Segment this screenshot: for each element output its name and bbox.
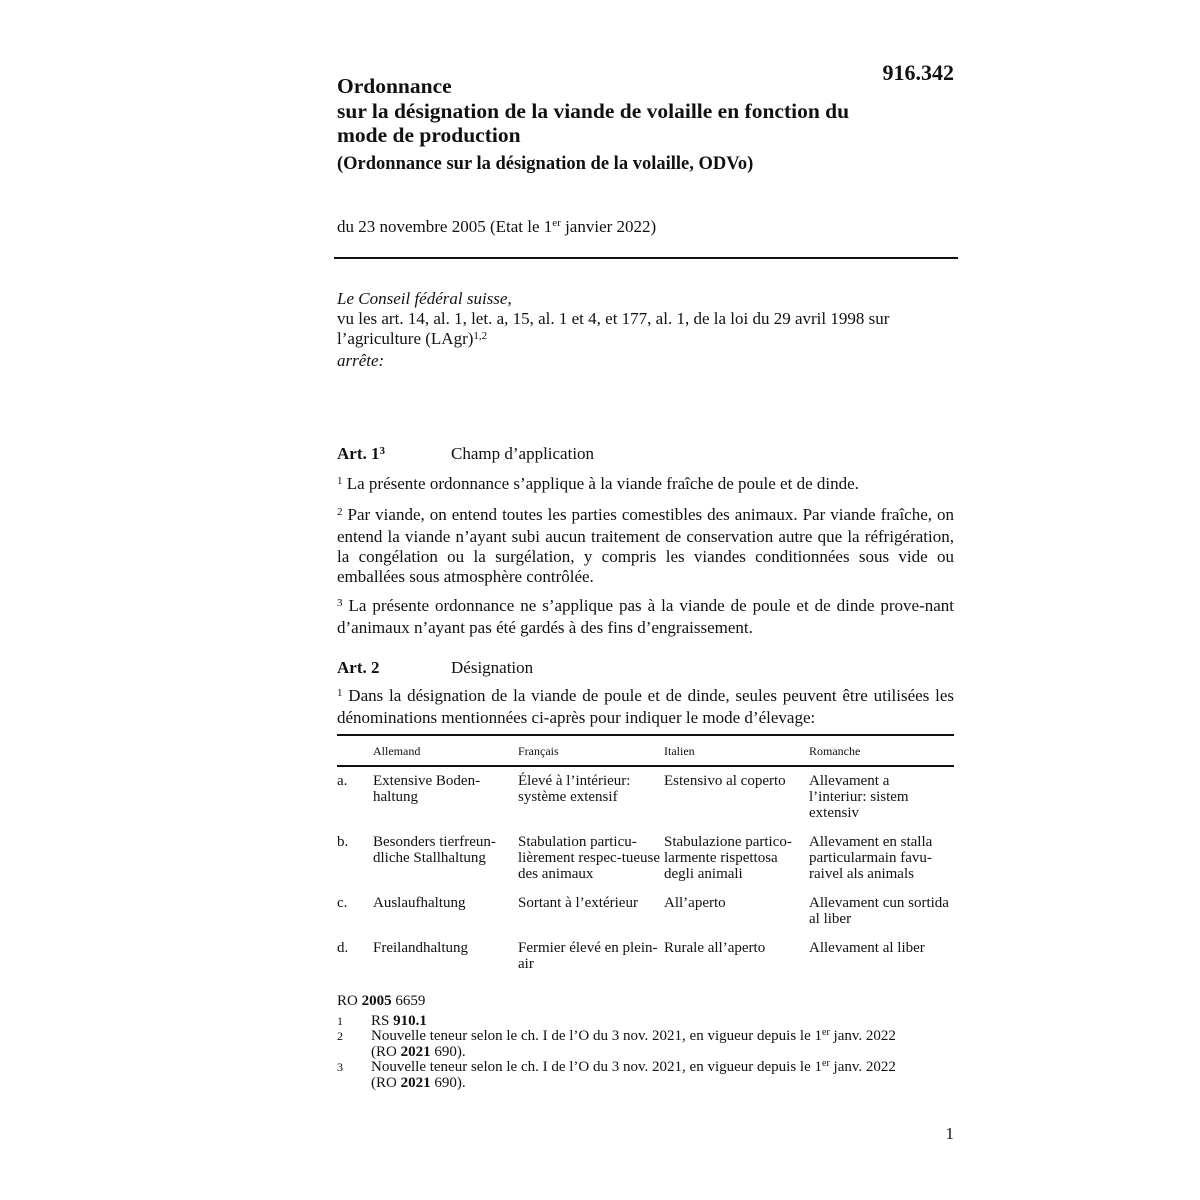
date-text-end: janvier 2022) bbox=[560, 217, 657, 236]
footnote-text bbox=[371, 1014, 954, 1029]
ro-prefix: RO bbox=[337, 993, 362, 1009]
cell-french: Sortant à l’extérieur bbox=[518, 895, 638, 911]
cell-german: Auslaufhaltung bbox=[373, 895, 466, 911]
footnote-text-part: 690). bbox=[430, 1044, 466, 1060]
sr-number: 916.342 bbox=[882, 60, 954, 85]
footnote-text-part: (RO bbox=[371, 1044, 401, 1060]
article-1-paragraph-1 bbox=[337, 474, 954, 496]
row-letter: a. bbox=[337, 773, 348, 789]
footnote-text bbox=[371, 1029, 954, 1060]
row-letter: b. bbox=[337, 834, 349, 850]
paragraph-text: Dans la désignation de la viande de poule et de dinde, seules peuvent être utilisées les dénominations mentionnées ci-après pour indiquer le mode d’élevage: bbox=[337, 686, 954, 727]
footnote-text-part: 690). bbox=[430, 1075, 466, 1091]
cell-romansh: Allevament a l’interiur: sistem extensiv bbox=[809, 773, 909, 821]
cell-french: Fermier élevé en plein-air bbox=[518, 940, 658, 972]
table-header: Français bbox=[518, 735, 664, 766]
footnote-ref-1-2[interactable]: 1,2 bbox=[473, 330, 488, 342]
cell-italian: All’aperto bbox=[664, 895, 726, 911]
footnote-ref-3[interactable]: 3 bbox=[379, 445, 385, 457]
preamble-decree: arrête: bbox=[337, 351, 385, 370]
footnote-text-part: Nouvelle teneur selon le ch. I de l’O du 3 nov. 2021, en vigueur depuis le 1 bbox=[371, 1059, 822, 1075]
paragraph-number: 1 bbox=[337, 687, 343, 699]
cell-italian: Estensivo al coperto bbox=[664, 773, 786, 789]
footnote-bold: 2021 bbox=[400, 1044, 431, 1060]
paragraph-text: Par viande, on entend toutes les parties comestibles des animaux. Par viande fraîche, on entend la viande n’ayant subi aucun traitement de conservation autre que la réfrigération, la congélation ou la surgélation, y compris les viandes conditionnées sous vide ou emballées sous atmosphère contrôlée. bbox=[337, 505, 955, 586]
preamble-line-1: vu les art. 14, al. 1, let. a, 15, al. 1 et 4, et 177, al. 1, de la loi du 29 avril 1998 sur bbox=[337, 309, 890, 328]
date-superscript: er bbox=[552, 217, 561, 229]
footnote-number: 2 bbox=[337, 1029, 343, 1043]
article-2-number: Art. 2 bbox=[337, 658, 380, 677]
preamble bbox=[337, 289, 954, 371]
article-2-paragraph-1 bbox=[337, 686, 954, 728]
footnote-number: 3 bbox=[337, 1060, 343, 1074]
footnote-3 bbox=[337, 1060, 954, 1091]
table-row bbox=[337, 888, 954, 933]
cell-german: Besonders tierfreun-dliche Stallhaltung bbox=[373, 834, 496, 866]
short-title: (Ordonnance sur la désignation de la volaille, ODVo) bbox=[337, 153, 754, 174]
paragraph-number: 2 bbox=[337, 506, 343, 518]
cell-romansh: Allevament cun sortida al liber bbox=[809, 895, 949, 927]
footnote-number: 1 bbox=[337, 1014, 343, 1028]
paragraph-text: La présente ordonnance s’applique à la viande fraîche de poule et de dinde. bbox=[346, 474, 859, 493]
article-2-title: Désignation bbox=[451, 658, 534, 677]
title-line-2: sur la désignation de la viande de volaille en fonction du bbox=[337, 98, 850, 123]
footnote-1 bbox=[337, 1014, 954, 1029]
title-line-3: mode de production bbox=[337, 123, 521, 147]
footnotes bbox=[337, 1014, 954, 1091]
cell-french: Élevé à l’intérieur: système extensif bbox=[518, 773, 631, 805]
table-header-row bbox=[337, 735, 954, 766]
footnote-text-part: RS bbox=[371, 1013, 394, 1029]
article-1-paragraph-2 bbox=[337, 505, 954, 587]
footnote-text-part: janv. 2022 bbox=[829, 1028, 896, 1044]
cell-romansh: Allevament al liber bbox=[809, 940, 925, 956]
article-1 bbox=[337, 444, 954, 638]
preamble-authority: Le Conseil fédéral suisse, bbox=[337, 289, 512, 308]
document-page bbox=[337, 0, 954, 1200]
cell-italian: Stabulazione partico-larmente rispettosa degli animali bbox=[664, 834, 792, 882]
title-line-1: Ordonnance bbox=[337, 74, 452, 98]
row-letter: d. bbox=[337, 940, 349, 956]
title-divider bbox=[334, 257, 958, 259]
date-text: du 23 novembre 2005 (Etat le 1 bbox=[337, 217, 553, 236]
ro-year: 2005 bbox=[361, 993, 392, 1009]
footnote-bold: 910.1 bbox=[393, 1013, 427, 1029]
designation-table bbox=[337, 734, 954, 978]
cell-french: Stabulation particu-lièrement respec-tueuse des animaux bbox=[518, 834, 661, 882]
footnote-bold: 2021 bbox=[400, 1075, 431, 1091]
footnote-text-part: (RO bbox=[371, 1075, 401, 1091]
table-row bbox=[337, 766, 954, 827]
row-letter: c. bbox=[337, 895, 348, 911]
article-2-heading bbox=[337, 658, 954, 678]
paragraph-number: 3 bbox=[337, 597, 343, 609]
article-1-paragraph-3 bbox=[337, 596, 954, 638]
article-2 bbox=[337, 658, 954, 728]
paragraph-text: La présente ordonnance ne s’applique pas à la viande de poule et de dinde prove-nant d’animaux n’ayant pas été gardés à des fins d’engraissement. bbox=[337, 596, 955, 637]
cell-german: Freilandhaltung bbox=[373, 940, 468, 956]
cell-italian: Rurale all’aperto bbox=[664, 940, 766, 956]
footnote-superscript: er bbox=[822, 1027, 830, 1038]
table-header: Allemand bbox=[373, 735, 518, 766]
cell-german: Extensive Boden-haltung bbox=[373, 773, 481, 805]
footnote-text-part: janv. 2022 bbox=[829, 1059, 896, 1075]
footnote-text-part: Nouvelle teneur selon le ch. I de l’O du 3 nov. 2021, en vigueur depuis le 1 bbox=[371, 1028, 822, 1044]
preamble-law: l’agriculture (LAgr) bbox=[337, 329, 474, 348]
article-1-heading bbox=[337, 444, 954, 466]
table-header-spacer bbox=[337, 735, 373, 766]
table-header: Romanche bbox=[809, 735, 954, 766]
paragraph-number: 1 bbox=[337, 475, 343, 487]
table-row bbox=[337, 933, 954, 978]
ordinance-date bbox=[337, 217, 656, 237]
cell-romansh: Allevament en stalla particularmain favu-raivel als animals bbox=[809, 834, 933, 882]
article-1-number bbox=[337, 444, 451, 466]
article-1-title: Champ d’application bbox=[451, 444, 595, 463]
table-header: Italien bbox=[664, 735, 809, 766]
ro-page: 6659 bbox=[391, 993, 426, 1009]
article-1-number-text: Art. 1 bbox=[337, 444, 380, 463]
table-row bbox=[337, 827, 954, 888]
page-title bbox=[337, 74, 937, 176]
footnote-2 bbox=[337, 1029, 954, 1060]
ro-reference bbox=[337, 993, 425, 1010]
page-number: 1 bbox=[945, 1124, 954, 1143]
preamble-line-2 bbox=[337, 329, 954, 351]
footnote-text bbox=[371, 1060, 954, 1091]
footnote-superscript: er bbox=[822, 1058, 830, 1069]
